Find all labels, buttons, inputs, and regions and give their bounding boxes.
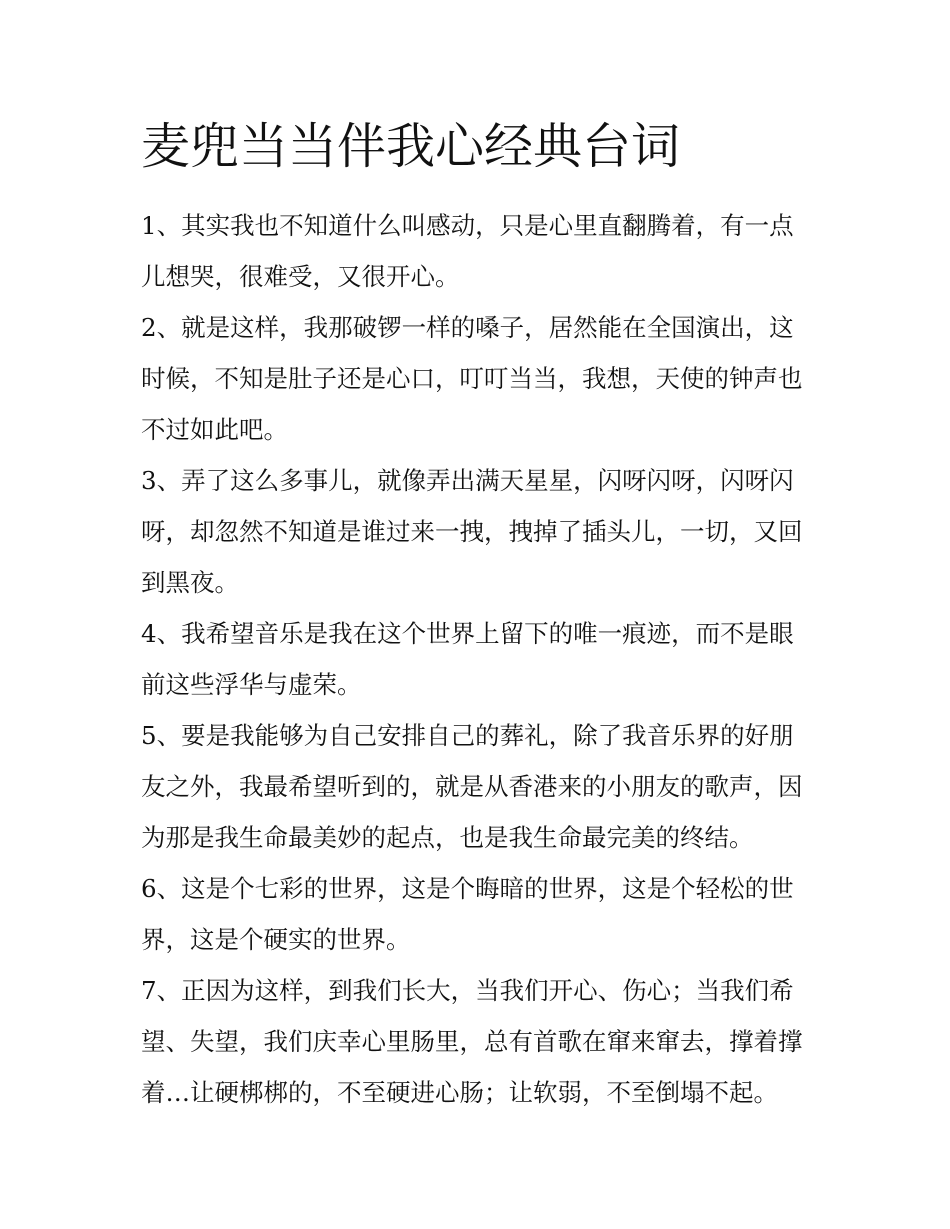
page-title: 麦兜当当伴我心经典台词 <box>141 118 681 175</box>
quote-item-7: 7、正因为这样，到我们长大，当我们开心、伤心；当我们希望、失望，我们庆幸心里肠里，总有首歌在窜来窜去，撑着撑着…让硬梆梆的，不至硬进心肠；让软弱，不至倒塌不起。 <box>141 976 803 1107</box>
quote-item-2: 2、就是这样，我那破锣一样的嗓子，居然能在全国演出，这时候，不知是肚子还是心口，叮叮当当，我想，天使的钟声也不过如此吧。 <box>141 313 803 444</box>
quote-item-3: 3、弄了这么多事儿，就像弄出满天星星，闪呀闪呀，闪呀闪呀，却忽然不知道是谁过来一拽，拽掉了插头儿，一切，又回到黑夜。 <box>141 466 803 597</box>
quote-item-5: 5、要是我能够为自己安排自己的葬礼，除了我音乐界的好朋友之外，我最希望听到的，就是从香港来的小朋友的歌声，因为那是我生命最美妙的起点，也是我生命最完美的终结。 <box>141 721 803 852</box>
quote-item-4: 4、我希望音乐是我在这个世界上留下的唯一痕迹，而不是眼前这些浮华与虚荣。 <box>141 619 794 699</box>
document-page <box>141 110 816 1118</box>
quote-list <box>141 200 816 1118</box>
quote-item-6: 6、这是个七彩的世界，这是个晦暗的世界，这是个轻松的世界，这是个硬实的世界。 <box>141 874 794 954</box>
quote-item-1: 1、其实我也不知道什么叫感动，只是心里直翻腾着，有一点儿想哭，很难受，又很开心。 <box>141 211 794 291</box>
